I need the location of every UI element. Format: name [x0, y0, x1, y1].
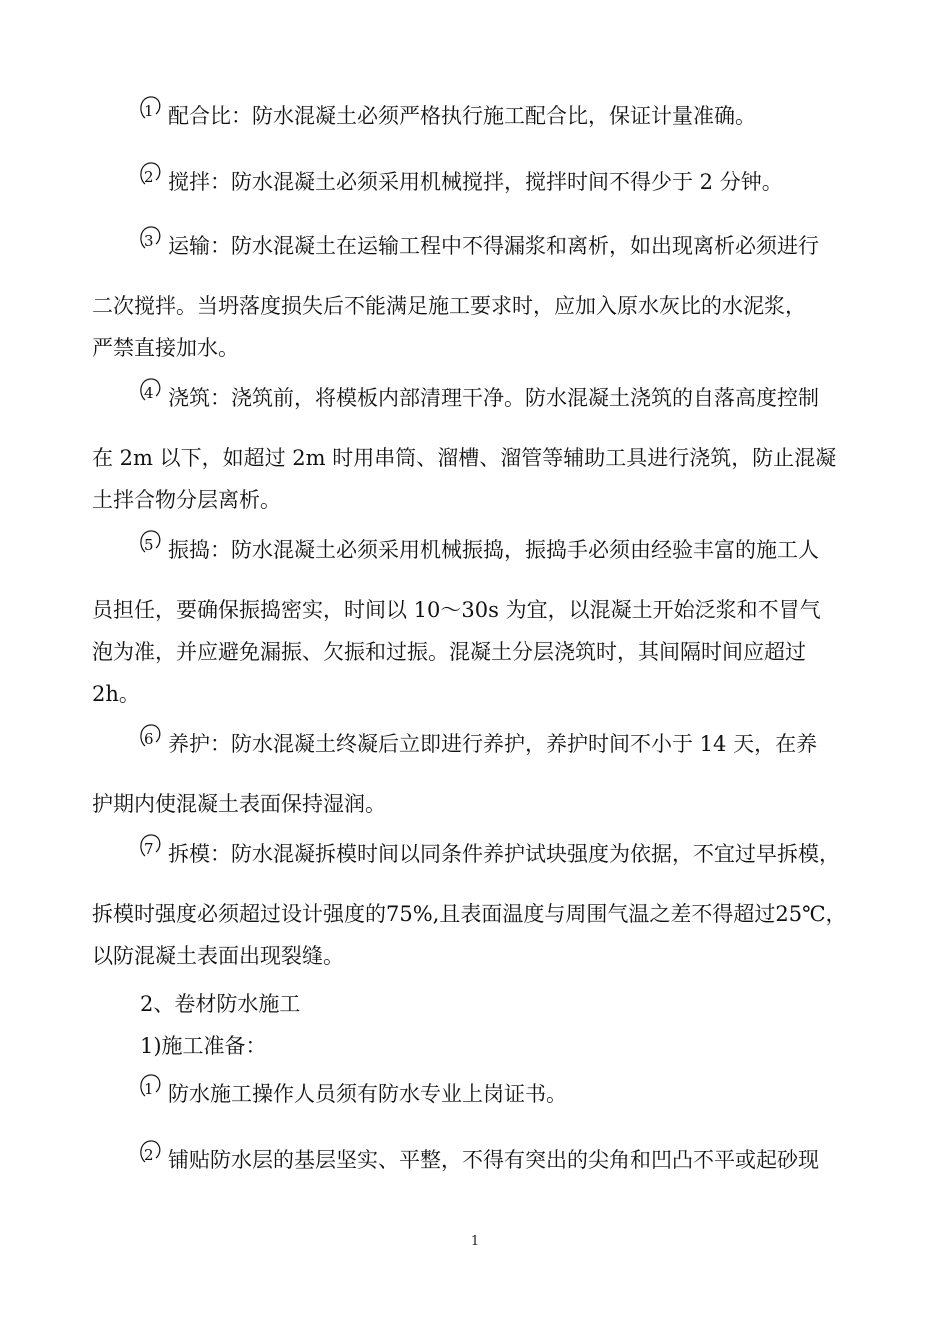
circled-number-marker — [138, 526, 164, 560]
marker-number: 7 — [144, 840, 154, 858]
item-7-line-1: 拆模：防水混凝拆模时间以同条件养护试块强度为依据，不宜过早拆模， — [168, 842, 840, 866]
marker-number: 5 — [144, 536, 154, 554]
circled-number-marker — [138, 222, 164, 256]
marker-number: 3 — [144, 232, 154, 250]
circled-number-marker — [138, 1136, 164, 1170]
item-7-line-3: 以防混凝土表面出现裂缝。 — [92, 944, 344, 968]
section-heading: 2、卷材防水施工 — [140, 992, 301, 1016]
item-4-line-2: 在 2m 以下，如超过 2m 时用串筒、溜槽、溜管等辅助工具进行浇筑，防止混凝 — [92, 446, 837, 470]
item-2-line-1: 搅拌：防水混凝土必须采用机械搅拌，搅拌时间不得少于 2 分钟。 — [168, 170, 783, 194]
circled-number-marker — [138, 830, 164, 864]
sub-heading: 1)施工准备： — [140, 1034, 267, 1058]
item-5-line-3: 泡为准，并应避免漏振、欠振和过振。混凝土分层浇筑时，其间隔时间应超过 — [92, 640, 806, 664]
marker-number: 1 — [144, 102, 154, 120]
circled-number-marker — [138, 1070, 164, 1104]
marker-number: 4 — [144, 384, 154, 402]
circled-number-marker — [138, 158, 164, 192]
item-4-line-3: 土拌合物分层离析。 — [92, 488, 281, 512]
circled-number-marker — [138, 92, 164, 126]
item-5-line-2: 员担任，要确保振捣密实，时间以 10～30s 为宜，以混凝土开始泛浆和不冒气 — [92, 598, 821, 622]
item-7-line-2: 拆模时强度必须超过设计强度的75%,且表面温度与周围气温之差不得超过25℃， — [92, 902, 847, 926]
item-1-line-1: 配合比：防水混凝土必须严格执行施工配合比，保证计量准确。 — [168, 104, 756, 128]
item-6-line-1: 养护：防水混凝土终凝后立即进行养护，养护时间不小于 14 天，在养 — [168, 732, 818, 756]
prep-item-2: 铺贴防水层的基层坚实、平整，不得有突出的尖角和凹凸不平或起砂现 — [168, 1148, 819, 1172]
item-3-line-2: 二次搅拌。当坍落度损失后不能满足施工要求时，应加入原水灰比的水泥浆， — [92, 294, 806, 318]
item-4-line-1: 浇筑：浇筑前，将模板内部清理干净。防水混凝土浇筑的自落高度控制 — [168, 386, 819, 410]
marker-number: 2 — [144, 168, 154, 186]
item-3-line-3: 严禁直接加水。 — [92, 336, 239, 360]
item-5-line-1: 振捣：防水混凝土必须采用机械振捣，振捣手必须由经验丰富的施工人 — [168, 538, 819, 562]
circled-number-marker — [138, 374, 164, 408]
item-6-line-2: 护期内使混凝土表面保持湿润。 — [92, 792, 386, 816]
item-5-line-4: 2h。 — [92, 682, 140, 706]
page-number: 1 — [470, 1234, 480, 1249]
item-3-line-1: 运输：防水混凝土在运输工程中不得漏浆和离析，如出现离析必须进行 — [168, 234, 819, 258]
marker-number: 2 — [144, 1146, 154, 1164]
marker-number: 1 — [144, 1080, 154, 1098]
circled-number-marker — [138, 720, 164, 754]
marker-number: 6 — [144, 730, 154, 748]
prep-item-1: 防水施工操作人员须有防水专业上岗证书。 — [168, 1082, 567, 1106]
